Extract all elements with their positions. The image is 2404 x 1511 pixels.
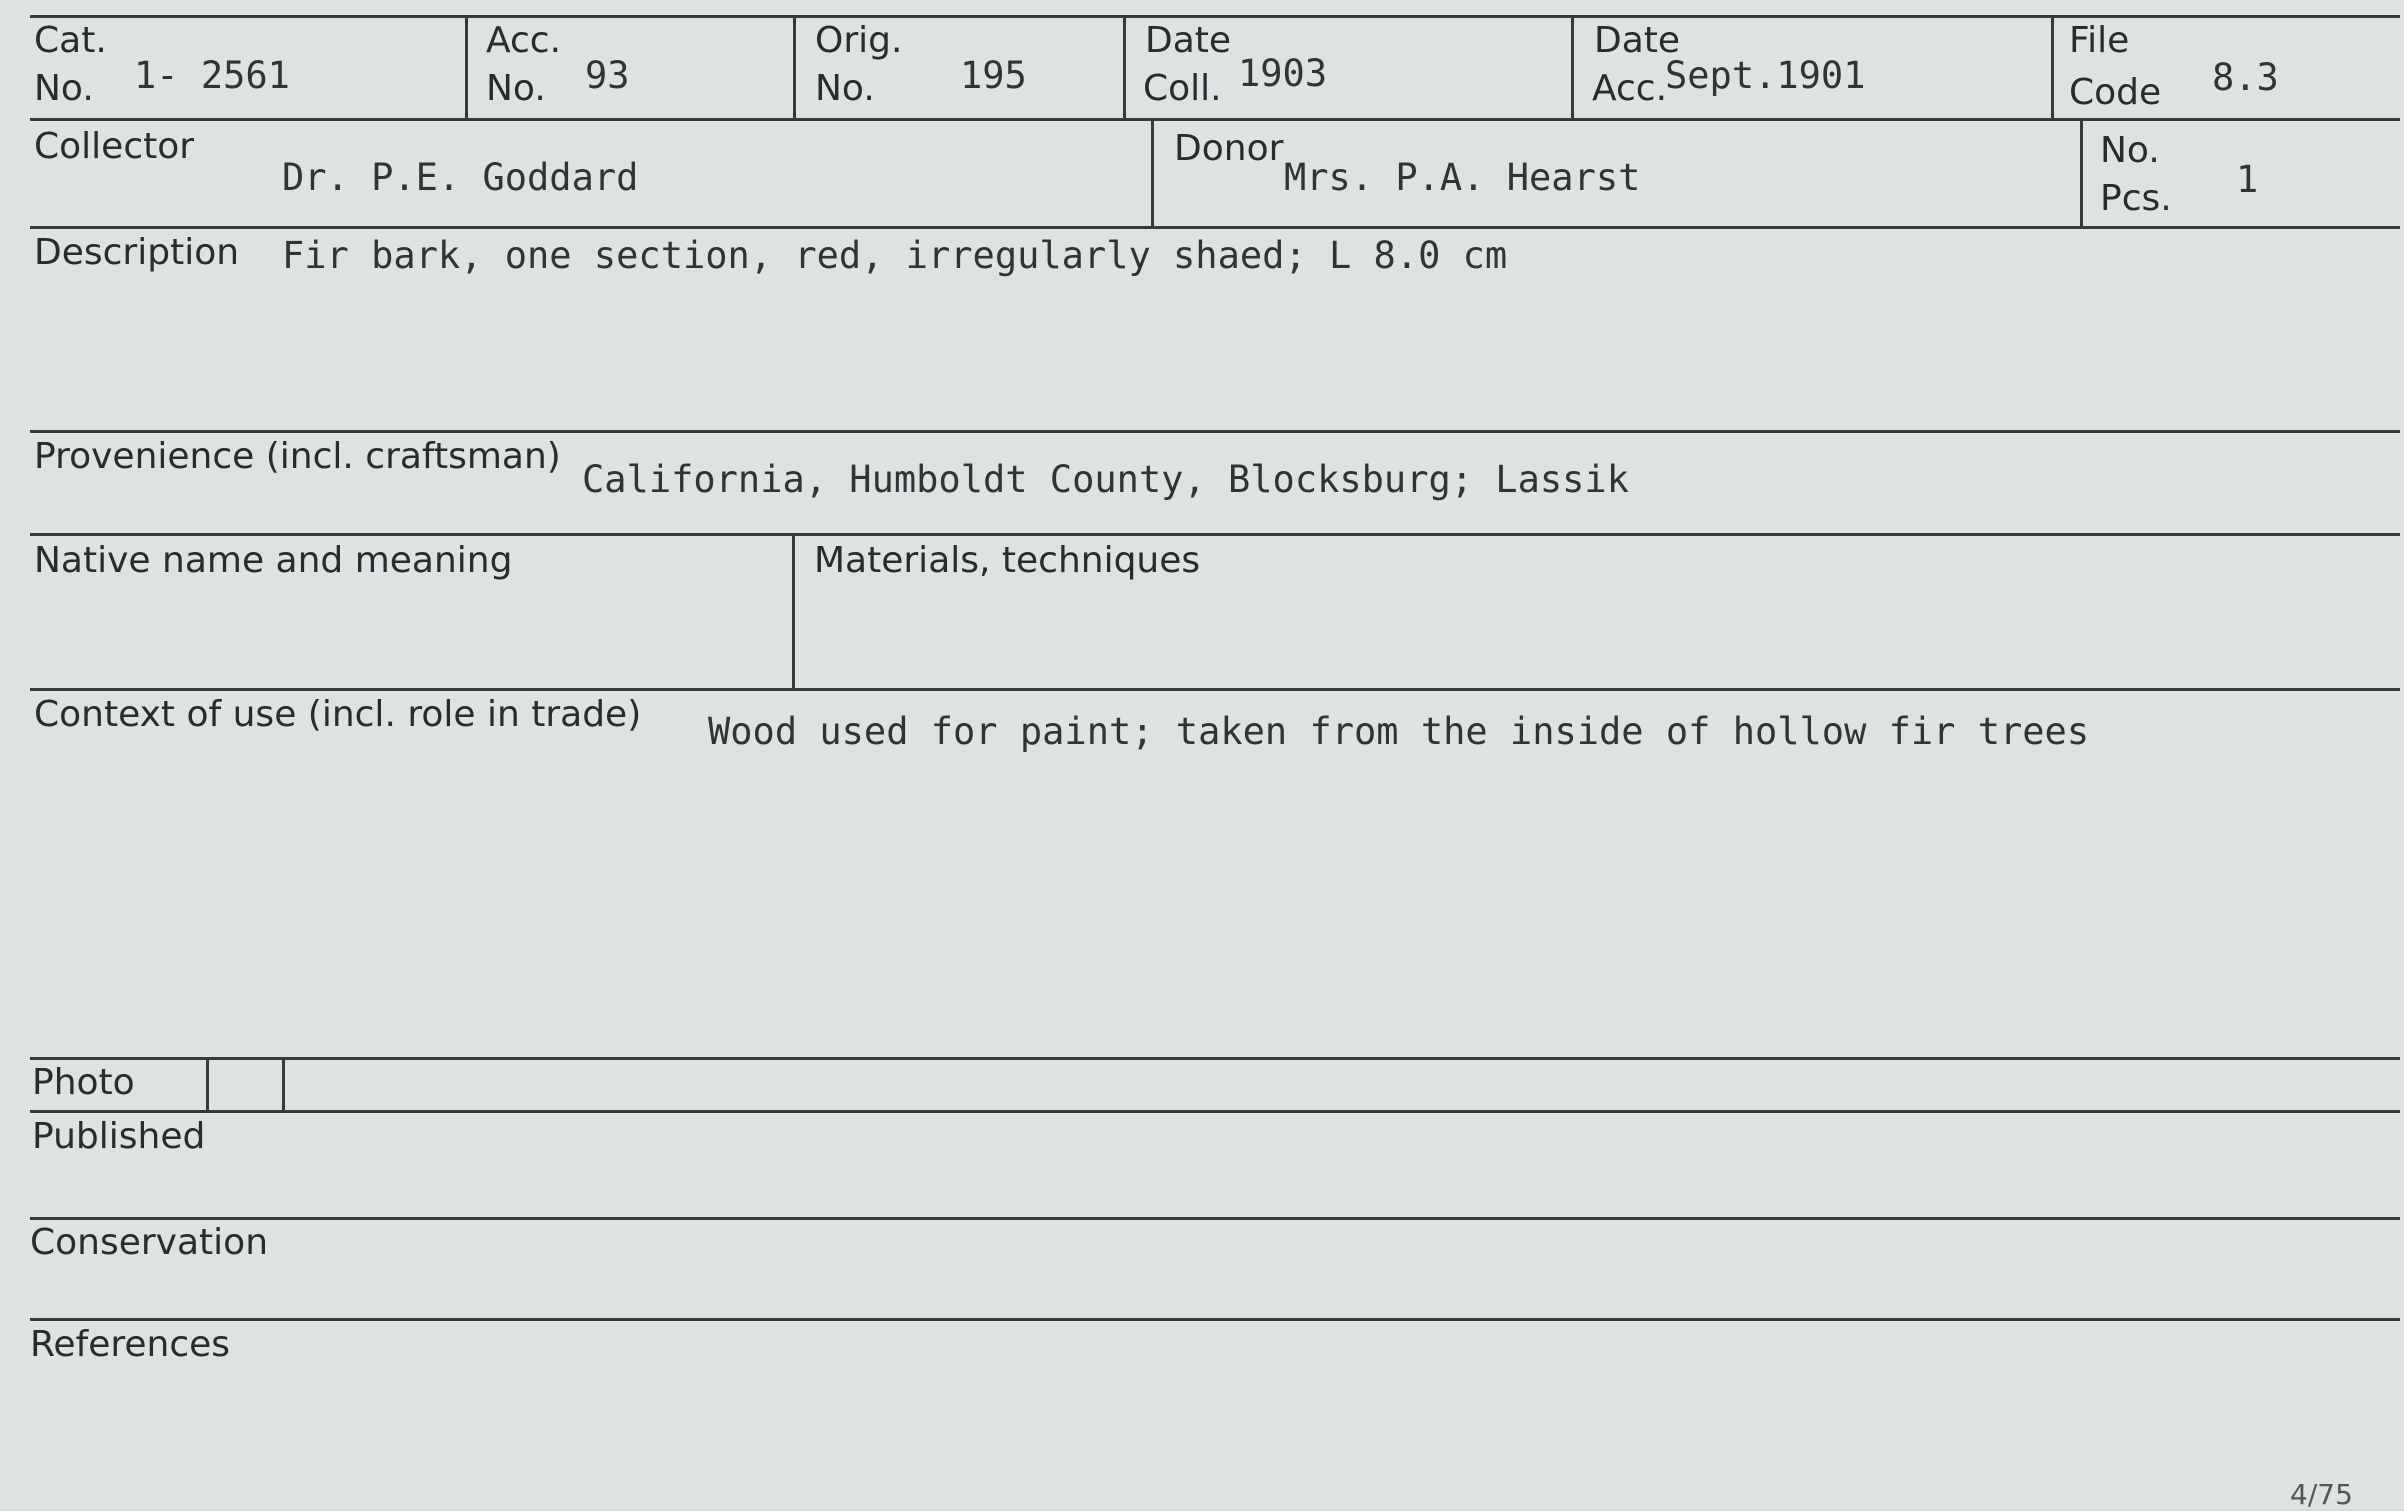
date-coll-sublabel: Coll. — [1143, 68, 1222, 109]
rule-v-donor-pcs — [2080, 118, 2083, 229]
rule-conservation-bottom — [30, 1318, 2400, 1321]
orig-no-label: No. — [815, 68, 875, 109]
donor-label: Donor — [1174, 128, 1284, 169]
description-value: Fir bark, one section, red, irregularly shaed; L 8.0 cm — [282, 234, 1508, 277]
rule-photo-top — [30, 1057, 2400, 1060]
conservation-label: Conservation — [30, 1222, 269, 1263]
rule-v-dateacc-file — [2051, 15, 2054, 121]
rule-header-bottom — [30, 118, 2400, 121]
description-label: Description — [34, 232, 240, 273]
collector-label: Collector — [34, 126, 195, 167]
rule-top — [30, 15, 2400, 18]
rule-v-orig-datecoll — [1123, 15, 1126, 121]
rule-v-photo-box-left — [206, 1057, 209, 1113]
pieces-count: 1 — [2236, 158, 2259, 201]
collector-value: Dr. P.E. Goddard — [282, 156, 639, 199]
pcs-no-label: No. — [2100, 130, 2160, 171]
acc-no-label: No. — [486, 68, 546, 109]
acc-label: Acc. — [486, 20, 562, 61]
rule-v-collector-donor — [1151, 118, 1154, 229]
date-acc-sublabel: Acc. — [1592, 68, 1668, 109]
rule-v-cat-acc — [465, 15, 468, 121]
references-label: References — [30, 1324, 231, 1365]
corner-handwritten-mark: 4/75 — [2290, 1478, 2353, 1511]
rule-v-acc-orig — [793, 15, 796, 121]
date-accessioned: Sept.1901 — [1665, 54, 1866, 97]
catalog-number: 1- 2561 — [134, 54, 290, 97]
context-label: Context of use (incl. role in trade) — [34, 694, 642, 735]
file-label: File — [2069, 20, 2130, 61]
rule-v-datecoll-dateacc — [1571, 15, 1574, 121]
rule-photo-bottom — [30, 1110, 2400, 1113]
published-label: Published — [32, 1116, 206, 1157]
cat-no-label: No. — [34, 68, 94, 109]
materials-label: Materials, techniques — [814, 540, 1201, 581]
cat-label: Cat. — [34, 20, 107, 61]
accession-number: 93 — [585, 54, 630, 97]
rule-v-photo-box-right — [282, 1057, 285, 1113]
rule-published-bottom — [30, 1217, 2400, 1220]
rule-provenience-bottom — [30, 533, 2400, 536]
provenience-value: California, Humboldt County, Blocksburg; Lassik — [582, 458, 1629, 501]
code-label: Code — [2069, 72, 2162, 113]
context-value: Wood used for paint; taken from the inside of hollow fir trees — [708, 710, 2090, 753]
date-coll-label: Date — [1145, 20, 1232, 61]
photo-label: Photo — [32, 1062, 135, 1103]
rule-native-bottom — [30, 688, 2400, 691]
orig-label: Orig. — [815, 20, 903, 61]
original-number: 195 — [960, 54, 1027, 97]
file-code: 8.3 — [2212, 56, 2279, 99]
date-collected: 1903 — [1238, 52, 1328, 95]
date-acc-label: Date — [1594, 20, 1681, 61]
native-name-label: Native name and meaning — [34, 540, 513, 581]
rule-v-native-materials — [792, 533, 795, 691]
donor-value: Mrs. P.A. Hearst — [1284, 156, 1641, 199]
pcs-label: Pcs. — [2100, 178, 2172, 219]
provenience-label: Provenience (incl. craftsman) — [34, 436, 561, 477]
rule-collector-bottom — [30, 226, 2400, 229]
rule-description-bottom — [30, 430, 2400, 433]
